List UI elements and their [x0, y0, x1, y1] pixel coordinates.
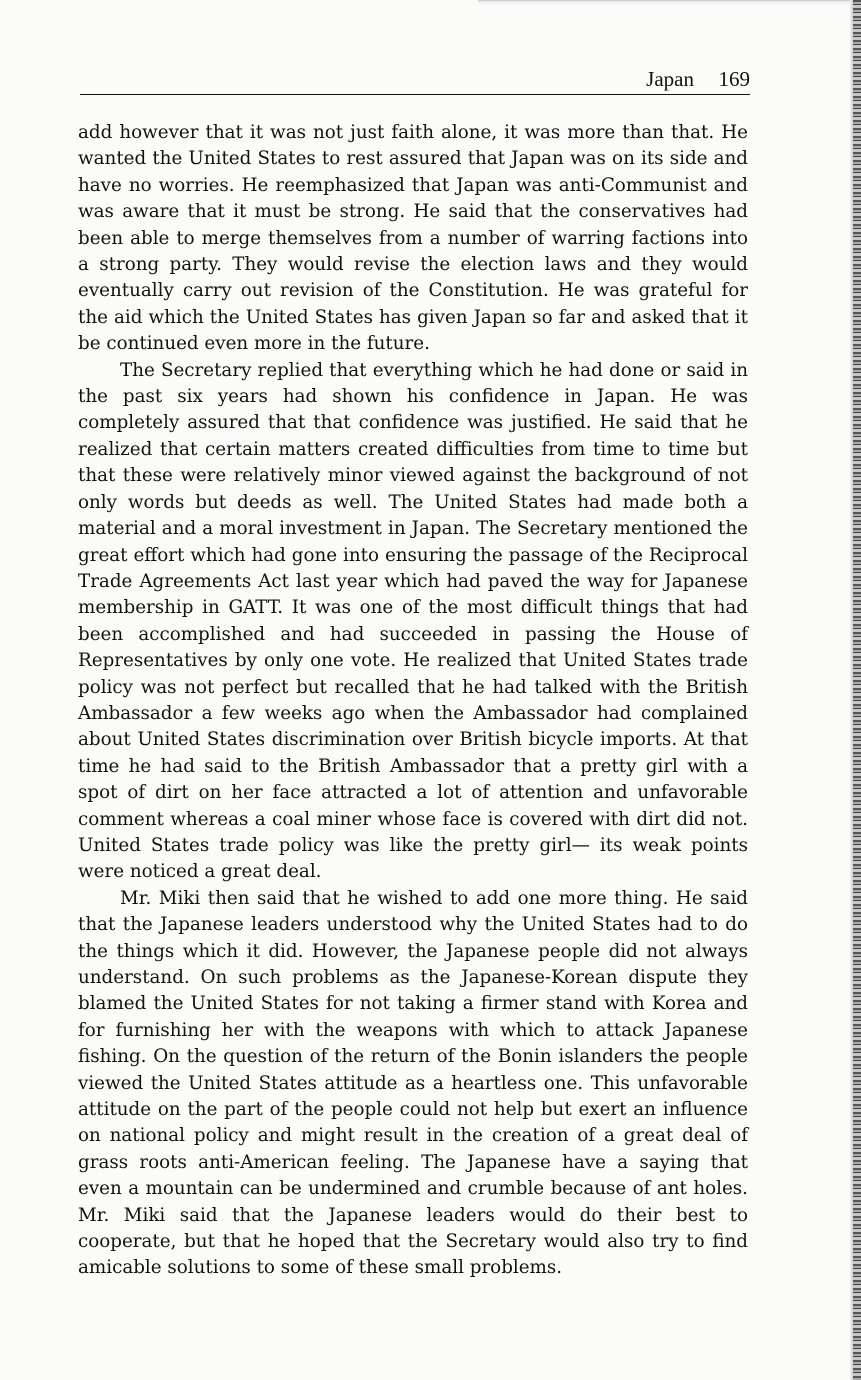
page-top-edge	[478, 0, 861, 5]
book-spine-edge	[853, 0, 861, 1380]
paragraph-continued: add however that it was not just faith alone, it was more than that. He wanted the United States to rest assured that Japan was on its side and have no worries. He reemphasized that Japan was anti-Communist and was aware that it must be strong. He said that the conservatives had been able to merge themselves from a number of warring factions into a strong party. They would revise the election laws and they would eventually carry out revision of the Constitution. He was grateful for the aid which the United States has given Japan so far and asked that it be continued even more in the future.	[78, 122, 748, 355]
body-text	[78, 120, 748, 1282]
running-head-title: Japan	[646, 67, 694, 91]
running-head	[80, 64, 750, 95]
paragraph-miki-statement: Mr. Miki then said that he wished to add one more thing. He said that the Japanese leaders understood why the United States had to do the things which it did. However, the Japanese people did not always understand. On such problems as the Japanese-Korean dispute they blamed the United States for not taking a firmer stand with Korea and for furnishing her with the weapons with which to attack Japanese fishing. On the question of the return of the Bonin islanders the people viewed the United States attitude as a heartless one. This unfavorable attitude on the part of the people could not help but exert an influence on national policy and might result in the creation of a great deal of grass roots anti-American feeling. The Japanese have a saying that even a mountain can be undermined and crumble because of ant holes. Mr. Miki said that the Japanese leaders would do their best to cooperate, but that he hoped that the Secretary would also try to find amicable solutions to some of these small problems.	[78, 887, 748, 1279]
page-number: 169	[718, 67, 750, 91]
paragraph-secretary-reply: The Secretary replied that everything which he had done or said in the past six years had shown his confidence in Japan. He was completely assured that that confidence was justified. He said that he realized that certain matters created difficulties from time to time but that these were relatively minor viewed against the background of not only words but deeds as well. The United States had made both a material and a moral investment in Japan. The Secretary mentioned the great effort which had gone into ensuring the passage of the Reciprocal Trade Agreements Act last year which had paved the way for Japanese membership in GATT. It was one of the most difficult things that had been accomplished and had succeeded in passing the House of Representatives by only one vote. He realized that United States trade policy was not perfect but recalled that he had talked with the British Ambassador a few weeks ago when the Ambassador had complained about United States discrimination over British bicycle imports. At that time he had said to the British Ambassador that a pretty girl with a spot of dirt on her face attracted a lot of attention and unfavorable comment whereas a coal miner whose face is covered with dirt did not. United States trade policy was like the pretty girl— its weak points were noticed a great deal.	[78, 359, 748, 883]
